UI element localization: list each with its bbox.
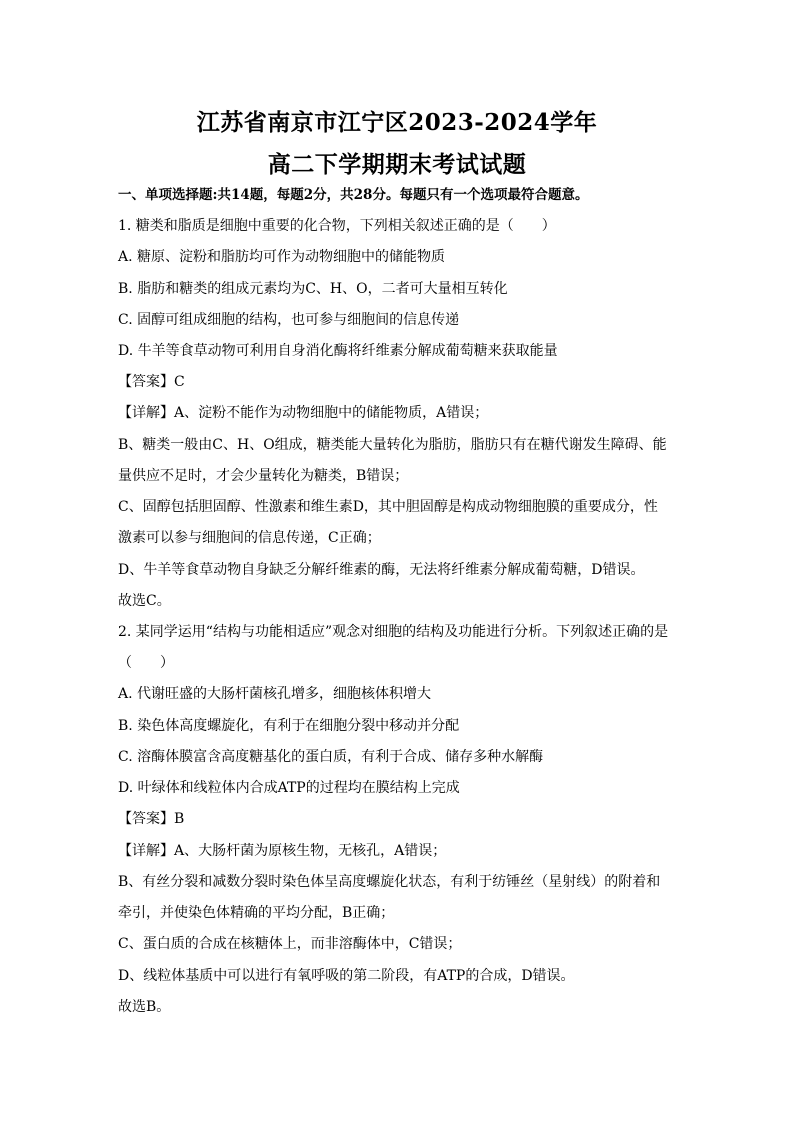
question-2-explanation-d: D、线粒体基质中可以进行有氧呼吸的第二阶段，有ATP的合成，D错误。 xyxy=(118,968,575,984)
question-2-explanation-b-cont: 牵引，并使染色体精确的平均分配，B正确； xyxy=(118,905,395,921)
question-1-conclusion: 故选C。 xyxy=(118,593,171,609)
question-2-answer: 【答案】B xyxy=(118,811,185,827)
question-1-explanation-b: B、糖类一般由C、H、O组成，糖类能大量转化为脂肪，脂肪只有在糖代谢发生障碍、能 xyxy=(118,437,667,453)
question-2-explanation-a: 【详解】A、大肠杆菌为原核生物，无核孔，A错误； xyxy=(118,843,447,859)
question-1-stem: 1. 糖类和脂质是细胞中重要的化合物，下列相关叙述正确的是（ ） xyxy=(118,218,556,234)
exam-title: 江苏省南京市江宁区2023-2024学年 xyxy=(196,109,598,136)
question-2-option-b: B. 染色体高度螺旋化，有利于在细胞分裂中移动并分配 xyxy=(118,718,460,734)
question-1-explanation-c-cont: 激素可以参与细胞间的信息传递，C正确； xyxy=(118,530,381,546)
question-1-answer: 【答案】C xyxy=(118,374,185,390)
question-2-option-a: A. 代谢旺盛的大肠杆菌核孔增多，细胞核体积增大 xyxy=(118,686,432,702)
question-2-explanation-c: C、蛋白质的合成在核糖体上，而非溶酶体中，C错误； xyxy=(118,936,462,952)
question-2-option-c: C. 溶酶体膜富含高度糖基化的蛋白质，有利于合成、储存多种水解酶 xyxy=(118,749,544,765)
question-1-option-d: D. 牛羊等食草动物可利用自身消化酶将纤维素分解成葡萄糖来获取能量 xyxy=(118,343,558,359)
question-1-option-b: B. 脂肪和糖类的组成元素均为C、H、O，二者可大量相互转化 xyxy=(118,281,508,297)
question-2-option-d: D. 叶绿体和线粒体内合成ATP的过程均在膜结构上完成 xyxy=(118,780,460,796)
question-2-conclusion: 故选B。 xyxy=(118,999,171,1015)
question-1-explanation-b-cont: 量供应不足时，才会少量转化为糖类，B错误； xyxy=(118,468,409,484)
question-2-stem: 2. 某同学运用“结构与功能相适应”观念对细胞的结构及功能进行分析。下列叙述正确的是 xyxy=(118,624,669,640)
question-2-explanation-b: B、有丝分裂和减数分裂时染色体呈高度螺旋化状态，有利于纺锤丝（星射线）的附着和 xyxy=(118,874,661,890)
question-1-option-c: C. 固醇可组成细胞的结构，也可参与细胞间的信息传递 xyxy=(118,312,460,328)
section-heading: 一、单项选择题:共14题，每题2分，共28分。每题只有一个选项最符合题意。 xyxy=(118,187,589,203)
question-2-stem-cont: （ ） xyxy=(118,655,174,671)
exam-subtitle: 高二下学期期末考试试题 xyxy=(267,151,527,178)
question-1-explanation-d: D、牛羊等食草动物自身缺乏分解纤维素的酶，无法将纤维素分解成葡萄糖，D错误。 xyxy=(118,562,645,578)
question-1-option-a: A. 糖原、淀粉和脂肪均可作为动物细胞中的储能物质 xyxy=(118,249,446,265)
question-1-explanation-c: C、固醇包括胆固醇、性激素和维生素D，其中胆固醇是构成动物细胞膜的重要成分，性 xyxy=(118,499,658,515)
question-1-explanation-a: 【详解】A、淀粉不能作为动物细胞中的储能物质，A错误； xyxy=(118,405,489,421)
